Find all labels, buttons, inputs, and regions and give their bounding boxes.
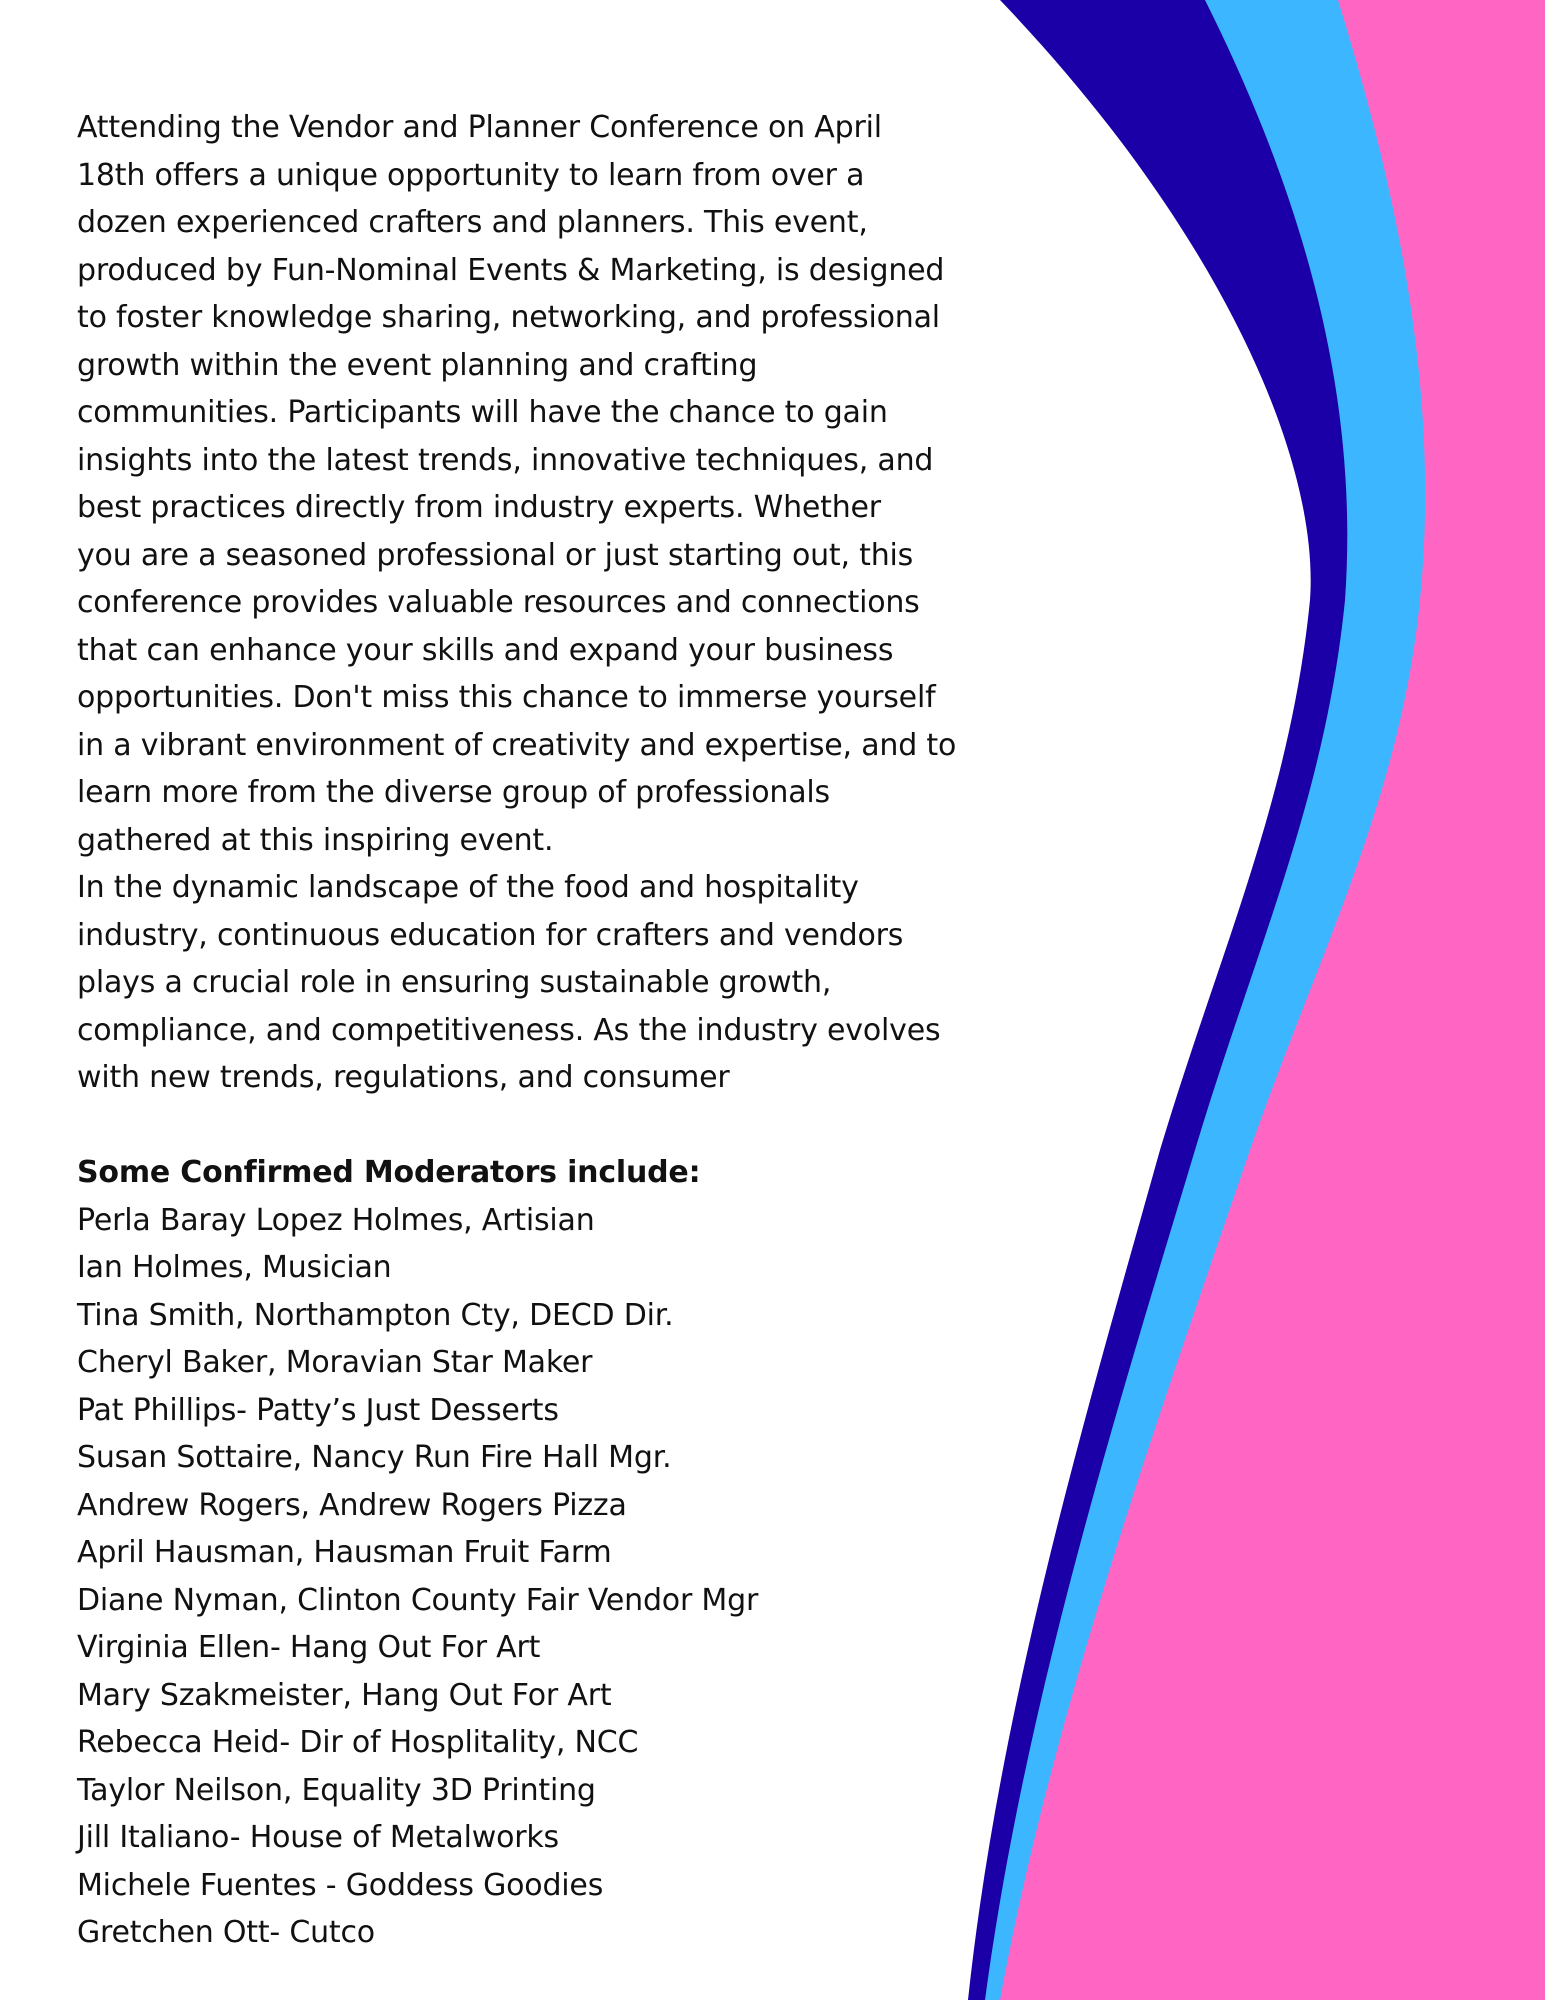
moderator-item: Taylor Neilson, Equality 3D Printing <box>77 1772 596 1808</box>
intro-line: produced by Fun-Nominal Events & Marketing, is designed <box>77 252 945 288</box>
moderator-item: Gretchen Ott- Cutco <box>77 1915 375 1950</box>
industry-line: industry, continuous education for crafters and vendors <box>77 917 904 953</box>
industry-paragraph <box>77 864 1037 1102</box>
intro-line: best practices directly from industry experts. Whether <box>77 490 881 525</box>
moderator-item: Ian Holmes, Musician <box>77 1250 392 1285</box>
intro-line: communities. Participants will have the chance to gain <box>77 395 888 430</box>
moderator-item: Susan Sottaire, Nancy Run Fire Hall Mgr. <box>77 1440 672 1475</box>
intro-line: 18th offers a unique opportunity to learn from over a <box>77 157 865 193</box>
intro-line: growth within the event planning and crafting <box>77 347 758 383</box>
moderator-item: Virginia Ellen- Hang Out For Art <box>77 1630 541 1665</box>
intro-line: you are a seasoned professional or just starting out, this <box>77 537 914 573</box>
moderator-list <box>77 1197 1037 1957</box>
intro-line: in a vibrant environment of creativity and expertise, and to <box>77 727 957 763</box>
intro-line: learn more from the diverse group of professionals <box>77 775 830 810</box>
moderator-item: Cheryl Baker, Moravian Star Maker <box>77 1345 593 1380</box>
moderator-item: Diane Nyman, Clinton County Fair Vendor Mgr <box>77 1582 759 1618</box>
intro-line: insights into the latest trends, innovative techniques, and <box>77 442 934 478</box>
moderator-item: Tina Smith, Northampton Cty, DECD Dir. <box>77 1297 674 1333</box>
moderator-item: Michele Fuentes - Goddess Goodies <box>77 1867 604 1903</box>
intro-line: to foster knowledge sharing, networking, and professional <box>77 300 940 335</box>
industry-line: compliance, and competitiveness. As the industry evolves <box>77 1012 941 1048</box>
intro-line: opportunities. Don't miss this chance to immerse yourself <box>77 680 936 715</box>
intro-paragraph <box>77 104 1037 864</box>
moderator-item: April Hausman, Hausman Fruit Farm <box>77 1535 612 1570</box>
intro-line: gathered at this inspiring event. <box>77 822 554 858</box>
document-body <box>77 104 1037 1957</box>
moderator-item: Rebecca Heid- Dir of Hosplitality, NCC <box>77 1725 639 1760</box>
moderator-item: Mary Szakmeister, Hang Out For Art <box>77 1677 612 1713</box>
intro-line: that can enhance your skills and expand your business <box>77 632 894 668</box>
section-spacer <box>77 1102 1037 1150</box>
intro-line: conference provides valuable resources and connections <box>77 585 920 620</box>
industry-line: plays a crucial role in ensuring sustainable growth, <box>77 965 832 1000</box>
moderator-item: Perla Baray Lopez Holmes, Artisian <box>77 1202 595 1238</box>
intro-line: Attending the Vendor and Planner Conference on April <box>77 110 882 145</box>
intro-line: dozen experienced crafters and planners. This event, <box>77 205 868 240</box>
moderators-heading: Some Confirmed Moderators include: <box>77 1155 701 1190</box>
industry-line: with new trends, regulations, and consumer <box>77 1060 730 1095</box>
industry-line: In the dynamic landscape of the food and hospitality <box>77 870 859 905</box>
moderator-item: Pat Phillips- Patty’s Just Desserts <box>77 1392 559 1428</box>
moderator-item: Andrew Rogers, Andrew Rogers Pizza <box>77 1487 627 1523</box>
moderator-item: Jill Italiano- House of Metalworks <box>77 1820 559 1855</box>
